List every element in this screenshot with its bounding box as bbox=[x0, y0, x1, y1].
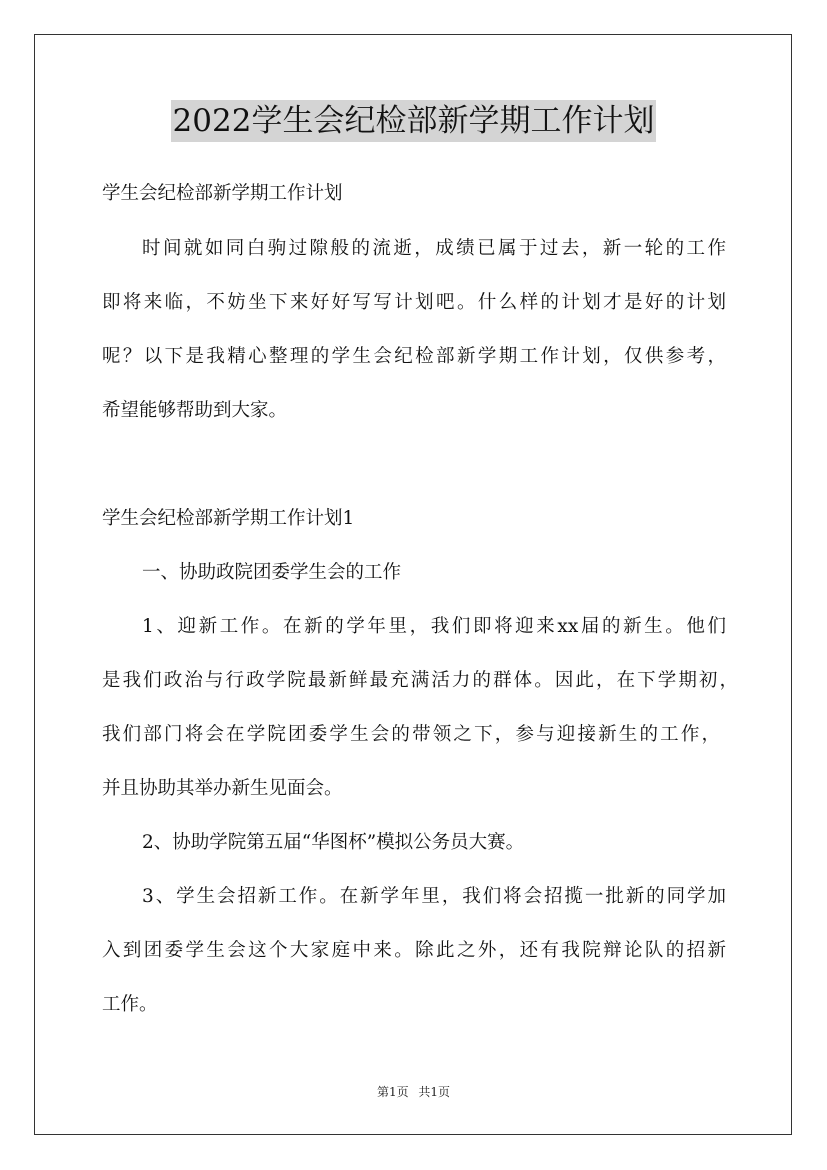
page-number: 第1页 bbox=[376, 1085, 409, 1099]
item1-line-4: 并且协助其举办新生见面会。 bbox=[102, 778, 343, 799]
item1-line-1: 1、迎新工作。在新的学年里，我们即将迎来xx届的新生。他们 bbox=[142, 616, 726, 637]
item3-line-3: 工作。 bbox=[102, 994, 158, 1015]
intro-line-4: 希望能够帮助到大家。 bbox=[102, 400, 288, 421]
item3-line-1: 3、学生会招新工作。在新学年里，我们将会招揽一批新的同学加 bbox=[142, 886, 726, 907]
section-heading: 学生会纪检部新学期工作计划1 bbox=[102, 508, 355, 529]
item3-line-2: 入到团委学生会这个大家庭中来。除此之外，还有我院辩论队的招新 bbox=[102, 940, 726, 961]
page-footer bbox=[0, 1083, 827, 1101]
intro-line-2: 即将来临，不妨坐下来好好写写计划吧。什么样的计划才是好的计划 bbox=[102, 292, 726, 313]
title-wrap bbox=[0, 100, 827, 142]
intro-line-1: 时间就如同白驹过隙般的流逝，成绩已属于过去，新一轮的工作 bbox=[142, 238, 726, 259]
part-heading: 一、协助政院团委学生会的工作 bbox=[142, 562, 402, 583]
item1-line-3: 我们部门将会在学院团委学生会的带领之下，参与迎接新生的工作， bbox=[102, 724, 720, 745]
intro-line-3: 呢？以下是我精心整理的学生会纪检部新学期工作计划，仅供参考， bbox=[102, 346, 726, 367]
page-total: 共1页 bbox=[418, 1085, 451, 1099]
document-title: 2022学生会纪检部新学期工作计划 bbox=[171, 100, 657, 142]
item1-line-2: 是我们政治与行政学院最新鲜最充满活力的群体。因此，在下学期初， bbox=[102, 670, 738, 691]
document-subtitle: 学生会纪检部新学期工作计划 bbox=[102, 183, 343, 204]
item2-line: 2、协助学院第五届“华图杯”模拟公务员大赛。 bbox=[142, 832, 525, 853]
